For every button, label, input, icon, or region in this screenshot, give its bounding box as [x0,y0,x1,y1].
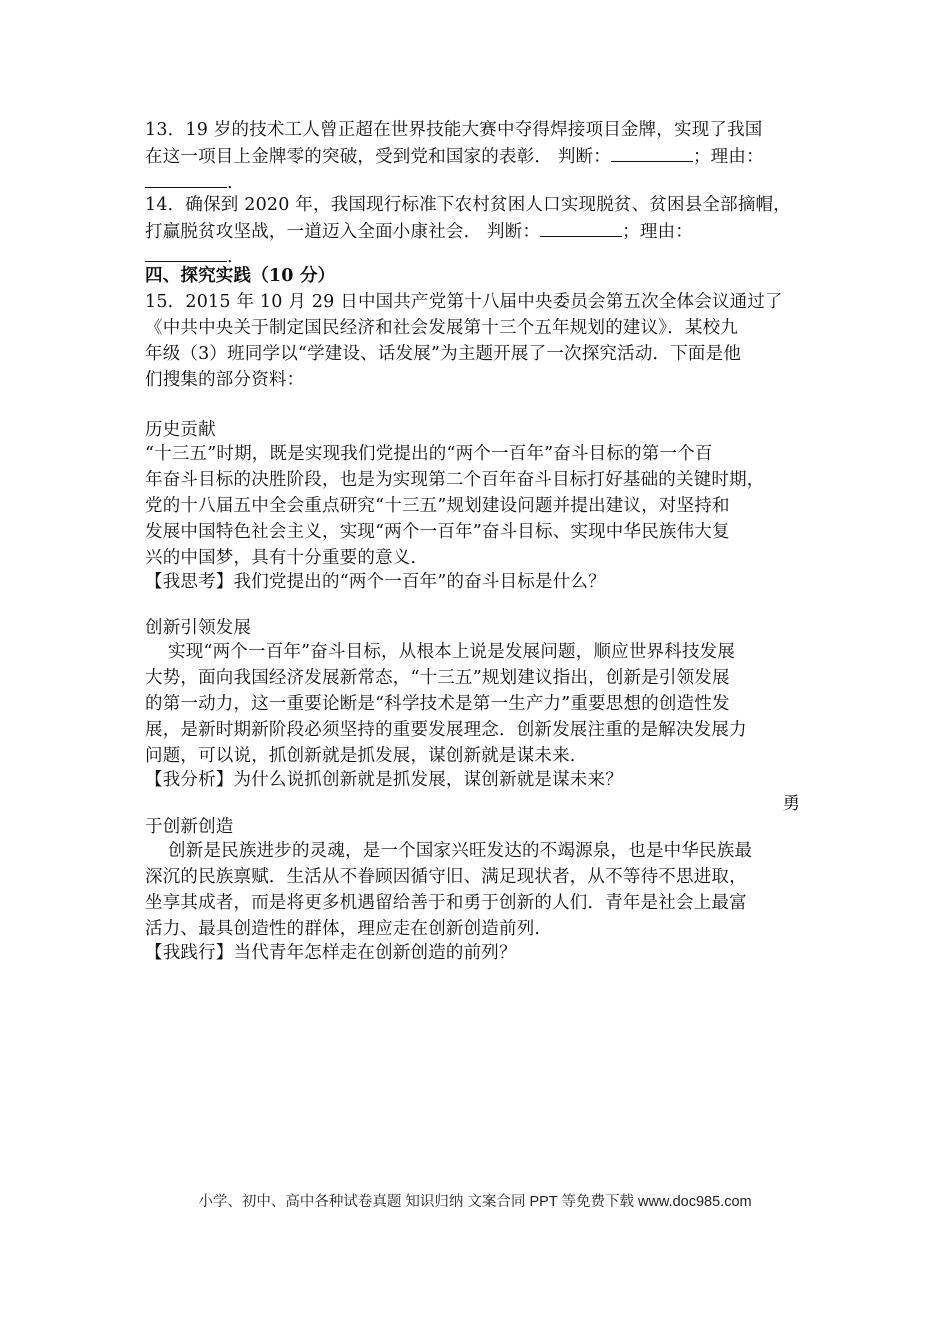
part3-text-line: 活力、最具创造性的群体，理应走在创新创造前列. [145,919,541,939]
part1-question: 【我思考】我们党提出的“两个一百年”的奋斗目标是什么？ [145,572,606,592]
q15-intro-line: 《中共中央关于制定国民经济和社会发展第十三个五年规划的建议》．某校九 [145,318,739,338]
q14-stem-end: 打赢脱贫攻坚战，一道迈入全面小康社会． 判断： [145,222,541,242]
part2-text-line: 问题，可以说，抓创新就是抓发展，谋创新就是谋未来. [145,746,576,766]
q14-judgment-blank[interactable] [540,218,622,237]
q13-stem-end: 在这一项目上金牌零的突破，受到党和国家的表彰． 判断： [145,147,611,167]
part1-text-line: 年奋斗目标的决胜阶段，也是为实现第二个百年奋斗目标打好基础的关键时期， [145,470,765,490]
q13-end-mark: . [227,173,233,193]
part1-text-line: “十三五”时期，既是实现我们党提出的“两个一百年”奋斗目标的第一个百 [145,444,713,464]
part3-text-line: 创新是民族进步的灵魂，是一个国家兴旺发达的不竭源泉，也是中华民族最 [145,841,753,861]
q13-reason-label: ；理由： [692,147,764,167]
q13-reason-blank[interactable] [145,169,227,188]
part1-text-line: 兴的中国梦，具有十分重要的意义. [145,548,417,568]
section-heading: 四、探究实践（10 分） [145,266,336,286]
q13-line-1: 13．19 岁的技术工人曾正超在世界技能大赛中夺得焊接项目金牌，实现了我国 [145,120,763,140]
q14-reason-label: ；理由： [622,222,693,242]
page-footer: 小学、初中、高中各种试卷真题 知识归纳 文案合同 PPT 等免费下载 www.doc985.com [198,1194,752,1210]
part2-text-line: 展，是新时期新阶段必须坚持的重要发展理念．创新发展注重的是解决发展力 [145,720,747,740]
q14-line-2 [145,218,693,245]
part2-text-line: 的第一动力，这一重要论断是“科学技术是第一生产力”重要思想的创造性发 [145,694,730,714]
part1-title: 历史贡献 [145,420,216,440]
part3-text-line: 坐享其成者，而是将更多机遇留给善于和勇于创新的人们．青年是社会上最富 [145,893,747,913]
q13-judgment-blank[interactable] [611,143,693,162]
part2-title: 创新引领发展 [145,618,252,638]
q14-reason-blank[interactable] [145,243,227,262]
part2-question: 【我分析】为什么说抓创新就是抓发展，谋创新就是谋未来？ [145,770,623,790]
q14-line-1: 14．确保到 2020 年，我国现行标准下农村贫困人口实现脱贫、贫困县全部摘帽， [145,195,791,215]
part3-title-rest: 于创新创造 [145,817,234,837]
part3-text-line: 深沉的民族禀赋．生活从不眷顾因循守旧、满足现状者，从不等待不思进取， [145,867,747,887]
q15-intro-line: 年级（3）班同学以“学建设、话发展”为主题开展了一次探究活动．下面是他 [145,344,742,364]
part2-text-line: 大势，面向我国经济发展新常态，“十三五”规划建议指出，创新是引领发展 [145,668,730,688]
part3-title-first-char: 勇 [782,794,800,814]
part3-question: 【我践行】当代青年怎样走在创新创造的前列？ [145,943,517,963]
part1-text-line: 发展中国特色社会主义，实现“两个一百年”奋斗目标、实现中华民族伟大复 [145,522,730,542]
part1-text-line: 党的十八届五中全会重点研究“十三五”规划建设问题并提出建议，对坚持和 [145,496,730,516]
q13-line-2 [145,143,764,170]
part2-text-line: 实现“两个一百年”奋斗目标，从根本上说是发展问题，顺应世界科技发展 [145,642,736,662]
q14-end-mark: . [227,247,233,267]
q15-intro-line: 们搜集的部分资料： [145,370,305,390]
q15-intro-line: 15．2015 年 10 月 29 日中国共产党第十八届中央委员会第五次全体会议通过了 [145,292,783,312]
